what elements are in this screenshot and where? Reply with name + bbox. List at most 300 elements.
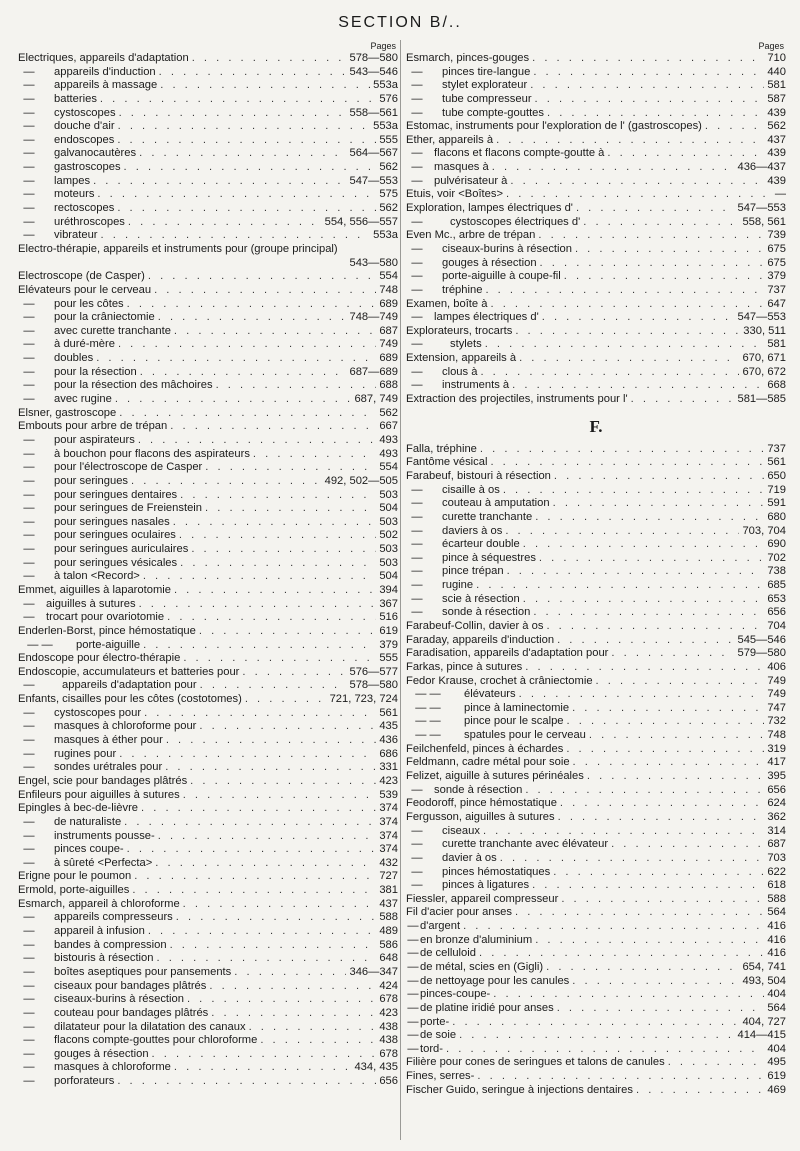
index-entry bbox=[18, 1021, 398, 1035]
page-reference: 437 bbox=[379, 897, 398, 910]
entry-text: ciseaux bbox=[442, 824, 480, 837]
page-reference: 331 bbox=[379, 761, 398, 774]
index-entry bbox=[406, 379, 786, 393]
leader-dots bbox=[492, 161, 735, 175]
page-reference: 438 bbox=[379, 1020, 398, 1033]
leader-dots bbox=[539, 552, 764, 566]
entry-text: appareils compresseurs bbox=[54, 911, 173, 924]
continuation-dash: — bbox=[23, 488, 35, 501]
continuation-dash: — bbox=[23, 133, 35, 146]
entry-text: à duré-mère bbox=[54, 338, 115, 351]
leader-dots bbox=[576, 202, 735, 216]
entry-text: lampes bbox=[54, 174, 91, 187]
leader-dots bbox=[493, 988, 764, 1002]
index-entry bbox=[406, 1070, 786, 1084]
page-reference: 648 bbox=[379, 952, 398, 965]
index-entry bbox=[18, 325, 398, 339]
index-entry bbox=[18, 407, 398, 421]
index-entry bbox=[406, 838, 786, 852]
index-entry bbox=[406, 961, 786, 975]
leader-dots bbox=[583, 216, 739, 230]
entry-text: galvanocautères bbox=[54, 147, 137, 160]
entry-text: pinces hémostatiques bbox=[442, 865, 551, 878]
entry-text: gouges à résection bbox=[54, 1047, 149, 1060]
index-entry bbox=[406, 852, 786, 866]
continuation-dash: — bbox=[411, 106, 423, 119]
continuation-dash: — bbox=[23, 433, 35, 446]
index-entry bbox=[18, 939, 398, 953]
index-entry bbox=[18, 679, 398, 693]
index-entry bbox=[406, 134, 786, 148]
leader-dots bbox=[553, 497, 765, 511]
leader-dots bbox=[631, 393, 735, 407]
entry-text: trocart pour ovariotomie bbox=[46, 611, 165, 624]
continuation-dash: — bbox=[23, 911, 35, 924]
pages-label-left: Pages bbox=[370, 41, 396, 51]
index-entry bbox=[406, 216, 786, 230]
entry-text: pour la crâniectomie bbox=[54, 311, 155, 324]
leader-dots bbox=[205, 502, 376, 516]
continuation-dash: — bbox=[23, 747, 35, 760]
leader-dots bbox=[573, 756, 765, 770]
leader-dots bbox=[446, 1043, 764, 1057]
index-entry bbox=[18, 147, 398, 161]
continuation-dash: — bbox=[23, 597, 35, 610]
entry-text: pour l'électroscope de Casper bbox=[54, 461, 203, 474]
entry-text: pinces-coupe- bbox=[420, 988, 491, 1001]
leader-dots bbox=[180, 489, 376, 503]
leader-dots bbox=[557, 1002, 765, 1016]
page-reference: 439 bbox=[767, 174, 786, 187]
index-entry bbox=[18, 79, 398, 93]
entry-text: dilatateur pour la dilatation des canaux bbox=[54, 1020, 246, 1033]
entry-text: Electroscope (de Casper) bbox=[18, 270, 145, 283]
leader-dots bbox=[525, 784, 764, 798]
entry-text: instruments pousse- bbox=[54, 829, 155, 842]
page-reference: 436—437 bbox=[737, 161, 786, 174]
index-entry bbox=[18, 884, 398, 898]
leader-dots bbox=[96, 352, 376, 366]
page-reference: 502 bbox=[379, 529, 398, 542]
entry-text: de naturaliste bbox=[54, 815, 122, 828]
entry-text: Extraction des projectiles, instruments pour l' bbox=[406, 393, 628, 406]
entry-text: pince pour le scalpe bbox=[464, 715, 564, 728]
index-entry bbox=[406, 511, 786, 525]
entry-text: Even Mc., arbre de trépan bbox=[406, 229, 536, 242]
leader-dots bbox=[500, 852, 765, 866]
continuation-dash: — bbox=[411, 879, 423, 892]
index-entry bbox=[406, 484, 786, 498]
index-entry bbox=[18, 870, 398, 884]
index-entry bbox=[18, 298, 398, 312]
continuation-dash: — bbox=[23, 734, 35, 747]
leader-dots bbox=[167, 611, 376, 625]
page-reference: 650 bbox=[767, 469, 786, 482]
continuation-dash: — bbox=[411, 365, 423, 378]
entry-text: tréphine bbox=[442, 283, 483, 296]
continuation-dash: — bbox=[23, 706, 35, 719]
continuation-dash: — bbox=[23, 1006, 35, 1019]
leader-dots bbox=[515, 325, 740, 339]
entry-text: Farabeuf-Collin, davier à os bbox=[406, 619, 544, 632]
page-reference: 562 bbox=[379, 161, 398, 174]
continuation-dash: — bbox=[23, 843, 35, 856]
page-reference: 394 bbox=[379, 584, 398, 596]
index-entry bbox=[18, 598, 398, 612]
continuation-dash: — — bbox=[415, 701, 441, 714]
leader-dots bbox=[157, 952, 377, 966]
leader-dots bbox=[546, 620, 764, 634]
entry-text: Faraday, appareils d'induction bbox=[406, 633, 555, 646]
leader-dots bbox=[190, 775, 376, 789]
page-reference: 576 bbox=[379, 92, 398, 105]
page-reference: 591 bbox=[767, 497, 786, 510]
page-reference: 748 bbox=[379, 283, 398, 296]
leader-dots bbox=[200, 679, 347, 693]
entry-text: Electro-thérapie, appareils et instruments pour (groupe principal) bbox=[18, 242, 338, 255]
page-reference: 404 bbox=[767, 1042, 786, 1055]
index-entry bbox=[406, 688, 786, 702]
entry-text: en bronze d'aluminium bbox=[420, 933, 533, 946]
entry-text: scie à résection bbox=[442, 592, 520, 605]
index-entry bbox=[18, 734, 398, 748]
page-reference: 406 bbox=[767, 660, 786, 673]
entry-text: Filière pour cones de seringues et talons de canules bbox=[406, 1056, 665, 1069]
leader-dots bbox=[118, 338, 376, 352]
continuation-dash: — bbox=[407, 1042, 419, 1055]
entry-text: Esmarch, appareil à chloroforme bbox=[18, 897, 180, 910]
page-reference: 687, 749 bbox=[354, 393, 398, 406]
index-entry bbox=[18, 1075, 398, 1089]
page-reference: 493 bbox=[379, 447, 398, 460]
entry-text: Extension, appareils à bbox=[406, 352, 517, 365]
index-entry bbox=[406, 188, 786, 202]
index-entry bbox=[406, 93, 786, 107]
leader-dots bbox=[575, 243, 764, 257]
entry-text: curette tranchante bbox=[442, 510, 533, 523]
index-entry bbox=[406, 66, 786, 80]
page-reference: 543—580 bbox=[349, 256, 398, 269]
entry-text: pour seringues auriculaires bbox=[54, 543, 189, 556]
entry-text: couteau à amputation bbox=[442, 497, 550, 510]
page-reference: 381 bbox=[379, 884, 398, 897]
leader-dots bbox=[459, 1029, 734, 1043]
page-reference: 656 bbox=[767, 783, 786, 796]
letter-heading: F. bbox=[589, 416, 603, 436]
entry-text: Examen, boîte à bbox=[406, 297, 488, 310]
index-entry bbox=[18, 338, 398, 352]
entry-text: appareils à massage bbox=[54, 79, 158, 92]
entry-text: élévateurs bbox=[464, 688, 516, 701]
page-reference: 685 bbox=[767, 579, 786, 592]
entry-text: Elévateurs pour le cerveau bbox=[18, 283, 152, 296]
continuation-dash: — bbox=[23, 993, 35, 1006]
entry-text: douche d'air bbox=[54, 120, 115, 133]
leader-dots bbox=[490, 456, 764, 470]
index-entry bbox=[406, 552, 786, 566]
page-reference: 367 bbox=[379, 597, 398, 610]
section-title: SECTION B/.. bbox=[338, 14, 462, 31]
leader-dots bbox=[560, 797, 764, 811]
leader-dots bbox=[530, 79, 764, 93]
leader-dots bbox=[480, 366, 739, 380]
leader-dots bbox=[117, 202, 376, 216]
entry-text: pince trépan bbox=[442, 565, 504, 578]
page-reference: 586 bbox=[379, 938, 398, 951]
entry-text: stylet explorateur bbox=[442, 79, 528, 92]
continuation-dash: — bbox=[411, 865, 423, 878]
entry-text: sonde à résection bbox=[434, 783, 523, 796]
continuation-dash: — bbox=[411, 579, 423, 592]
index-entry bbox=[406, 770, 786, 784]
page-reference: 624 bbox=[767, 797, 786, 810]
page-reference: 555 bbox=[379, 652, 398, 665]
leader-dots bbox=[187, 993, 376, 1007]
page-reference: 587 bbox=[767, 92, 786, 105]
continuation-dash: — bbox=[23, 938, 35, 951]
entry-text: sonde à résection bbox=[442, 606, 531, 619]
entry-text: masques à éther pour bbox=[54, 734, 163, 747]
index-entry bbox=[18, 980, 398, 994]
leader-dots bbox=[512, 379, 764, 393]
entry-text: pour seringues de Freienstein bbox=[54, 502, 203, 515]
index-entry bbox=[18, 830, 398, 844]
page-reference: 374 bbox=[379, 843, 398, 856]
page-reference: 547—553 bbox=[349, 174, 398, 187]
page-reference: 539 bbox=[379, 788, 398, 801]
leader-dots bbox=[496, 134, 764, 148]
entry-text: gastroscopes bbox=[54, 161, 121, 174]
index-entry bbox=[18, 570, 398, 584]
continuation-dash: — bbox=[411, 161, 423, 174]
index-entry bbox=[18, 584, 398, 598]
leader-dots bbox=[596, 675, 765, 689]
index-entry bbox=[18, 993, 398, 1007]
entry-text: Feldmann, cadre métal pour soie bbox=[406, 756, 570, 769]
page-reference: 362 bbox=[767, 810, 786, 823]
page-reference: 379 bbox=[379, 638, 398, 651]
index-entry bbox=[406, 906, 786, 920]
index-entry bbox=[18, 420, 398, 434]
index-entry bbox=[406, 825, 786, 839]
index-entry bbox=[406, 202, 786, 216]
page-reference: 493 bbox=[379, 433, 398, 446]
entry-text: à bouchon pour flacons des aspirateurs bbox=[54, 447, 250, 460]
continuation-dash: — bbox=[411, 551, 423, 564]
page-reference: 576—577 bbox=[349, 665, 398, 678]
entry-text: Explorateurs, trocarts bbox=[406, 324, 513, 337]
entry-text: batteries bbox=[54, 92, 97, 105]
entry-text: Epingles à bec-de-lièvre bbox=[18, 802, 139, 815]
leader-dots bbox=[118, 120, 371, 134]
leader-dots bbox=[483, 825, 764, 839]
continuation-dash: — bbox=[23, 338, 35, 351]
page-reference: 492, 502—505 bbox=[324, 474, 398, 487]
page-reference: 435 bbox=[379, 720, 398, 733]
entry-text: curette tranchante avec élévateur bbox=[442, 838, 609, 851]
leader-dots bbox=[119, 407, 376, 421]
continuation-dash: — bbox=[23, 311, 35, 324]
leader-dots bbox=[174, 1061, 352, 1075]
page-reference: 562 bbox=[379, 202, 398, 215]
entry-text: Falla, tréphine bbox=[406, 442, 477, 455]
continuation-dash: — bbox=[23, 379, 35, 392]
entry-text: appareils d'adaptation pour bbox=[62, 679, 197, 692]
continuation-dash: — bbox=[411, 242, 423, 255]
index-entry bbox=[18, 952, 398, 966]
entry-text: Fergusson, aiguilles à sutures bbox=[406, 810, 555, 823]
page-reference: 493, 504 bbox=[742, 974, 786, 987]
index-column-left bbox=[18, 40, 398, 1089]
continuation-dash: — bbox=[23, 952, 35, 965]
page-reference: 314 bbox=[767, 824, 786, 837]
continuation-dash: — bbox=[411, 838, 423, 851]
entry-text: Embouts pour arbre de trépan bbox=[18, 420, 168, 433]
entry-text: pince à laminectomie bbox=[464, 701, 570, 714]
continuation-dash: — bbox=[23, 570, 35, 583]
entry-text: tord- bbox=[420, 1042, 444, 1055]
index-entry bbox=[18, 693, 398, 707]
leader-dots bbox=[515, 906, 764, 920]
page-reference: 562 bbox=[379, 406, 398, 419]
page-reference: 749 bbox=[767, 688, 786, 701]
continuation-dash: — bbox=[407, 1029, 419, 1042]
continuation-dash: — bbox=[23, 92, 35, 105]
page-reference: 737 bbox=[767, 442, 786, 455]
continuation-dash: — bbox=[23, 229, 35, 242]
index-entry bbox=[18, 611, 398, 625]
continuation-dash: — bbox=[23, 79, 35, 92]
continuation-dash: — bbox=[23, 1047, 35, 1060]
entry-text: pinces à ligatures bbox=[442, 879, 530, 892]
entry-text: cystoscopes bbox=[54, 106, 116, 119]
page-reference: 656 bbox=[767, 606, 786, 619]
page-reference: 374 bbox=[379, 829, 398, 842]
continuation-dash: — bbox=[411, 824, 423, 837]
entry-text: tube compte-gouttes bbox=[442, 106, 544, 119]
index-entry bbox=[406, 565, 786, 579]
index-entry bbox=[406, 920, 786, 934]
page-reference: 578—580 bbox=[349, 52, 398, 64]
continuation-dash: — bbox=[23, 461, 35, 474]
entry-text: endoscopes bbox=[54, 133, 115, 146]
continuation-dash: — bbox=[411, 565, 423, 578]
index-entry bbox=[406, 715, 786, 729]
page-reference: 374 bbox=[379, 815, 398, 828]
page-reference: 503 bbox=[379, 556, 398, 569]
continuation-dash: — bbox=[411, 174, 423, 187]
index-entry bbox=[406, 1002, 786, 1016]
entry-text: boîtes aseptiques pour pansements bbox=[54, 965, 232, 978]
continuation-dash: — bbox=[23, 352, 35, 365]
leader-dots bbox=[140, 366, 347, 380]
index-entry bbox=[406, 1043, 786, 1057]
continuation-dash: — bbox=[23, 393, 35, 406]
leader-dots bbox=[93, 175, 346, 189]
index-entry bbox=[406, 606, 786, 620]
index-entry bbox=[18, 52, 398, 66]
page-reference: 543—546 bbox=[349, 65, 398, 78]
continuation-dash: — bbox=[411, 338, 423, 351]
page-reference: 436 bbox=[379, 734, 398, 747]
index-entry bbox=[18, 489, 398, 503]
page-reference: 553a bbox=[373, 229, 398, 242]
leader-dots bbox=[119, 748, 376, 762]
index-entry bbox=[406, 1016, 786, 1030]
continuation-dash: — bbox=[411, 270, 423, 283]
index-entry bbox=[18, 311, 398, 325]
continuation-dash: — bbox=[23, 215, 35, 228]
entry-text: ciseaux-burins à résection bbox=[54, 993, 184, 1006]
index-entry bbox=[406, 879, 786, 893]
leader-dots bbox=[480, 443, 764, 457]
continuation-dash: — bbox=[411, 256, 423, 269]
page-reference: 732 bbox=[767, 715, 786, 728]
leader-dots bbox=[124, 161, 377, 175]
continuation-dash: — bbox=[23, 202, 35, 215]
entry-text: instruments à bbox=[442, 379, 510, 392]
index-entry bbox=[18, 366, 398, 380]
index-entry bbox=[406, 298, 786, 312]
entry-text: Felizet, aiguille à sutures périnéales bbox=[406, 770, 584, 783]
entry-text: Exploration, lampes électriques d' bbox=[406, 202, 573, 215]
index-entry bbox=[406, 593, 786, 607]
leader-dots bbox=[532, 52, 764, 66]
index-entry bbox=[406, 702, 786, 716]
index-entry bbox=[406, 79, 786, 93]
index-entry bbox=[18, 1034, 398, 1048]
continuation-dash: — bbox=[23, 556, 35, 569]
page-reference: 319 bbox=[767, 742, 786, 755]
page-reference: 727 bbox=[379, 870, 398, 883]
continuation-dash: — bbox=[23, 815, 35, 828]
continuation-dash: — bbox=[23, 502, 35, 515]
page-reference: 423 bbox=[379, 774, 398, 787]
page-reference: 578—580 bbox=[349, 679, 398, 692]
entry-text: Faradisation, appareils d'adaptation pour bbox=[406, 647, 609, 660]
index-entry bbox=[18, 175, 398, 189]
page-reference: 561 bbox=[767, 456, 786, 469]
page-reference: 737 bbox=[767, 283, 786, 296]
leader-dots bbox=[532, 879, 764, 893]
index-entry bbox=[406, 797, 786, 811]
entry-text: pince à séquestres bbox=[442, 551, 536, 564]
index-entry bbox=[406, 366, 786, 380]
entry-text: Fischer Guido, seringue à injections dentaires bbox=[406, 1083, 633, 1096]
index-entry bbox=[406, 470, 786, 484]
pages-label-right: Pages bbox=[758, 41, 784, 51]
index-entry bbox=[406, 147, 786, 161]
leader-dots bbox=[636, 1084, 764, 1098]
index-entry bbox=[406, 443, 786, 457]
leader-dots bbox=[519, 352, 739, 366]
page-reference: 558—561 bbox=[349, 106, 398, 119]
index-entry bbox=[18, 134, 398, 148]
leader-dots bbox=[476, 579, 764, 593]
leader-dots bbox=[505, 525, 739, 539]
page-reference: 503 bbox=[379, 515, 398, 528]
continuation-dash: — bbox=[23, 529, 35, 542]
entry-text: Fantôme vésical bbox=[406, 456, 488, 469]
continuation-dash: — bbox=[23, 925, 35, 938]
leader-dots bbox=[139, 598, 377, 612]
entry-text: porte- bbox=[420, 1015, 450, 1028]
entry-text: de métal, scies en (Gigli) bbox=[420, 961, 544, 973]
index-entry bbox=[406, 257, 786, 271]
index-entry bbox=[18, 761, 398, 775]
leader-dots bbox=[134, 870, 376, 884]
entry-text: doubles bbox=[54, 352, 94, 365]
